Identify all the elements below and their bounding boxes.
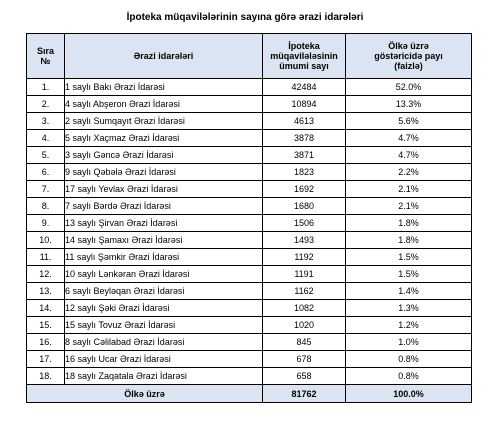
- table-row: [27, 283, 472, 300]
- header-share-line: göstəricidə payı: [374, 51, 443, 61]
- table-row: [27, 317, 472, 334]
- cell-share: 5.6%: [346, 113, 472, 130]
- header-count-line: müqavilələsinin: [270, 51, 338, 61]
- cell-share: 52.0%: [346, 79, 472, 96]
- mortgage-table: [26, 33, 472, 403]
- table-row: [27, 130, 472, 147]
- total-label: Ölkə üzrə: [27, 385, 263, 403]
- cell-num: 10.: [27, 232, 65, 249]
- cell-num: 11.: [27, 249, 65, 266]
- cell-num: 5.: [27, 147, 65, 164]
- table-row: [27, 351, 472, 368]
- cell-count: 3878: [263, 130, 346, 147]
- table-header-row: [27, 34, 472, 79]
- cell-count: 1823: [263, 164, 346, 181]
- cell-num: 2.: [27, 96, 65, 113]
- page-title: İpoteka müqavilələrinin sayına görə ərazi idarələri: [126, 12, 364, 23]
- cell-region: 13 saylı Şirvan Ərazi İdarəsi: [65, 215, 263, 232]
- header-share-line: Ölkə üzrə: [388, 41, 429, 51]
- cell-region: 6 saylı Beyləqan Ərazi İdarəsi: [65, 283, 263, 300]
- cell-share: 1.8%: [346, 215, 472, 232]
- table-row: [27, 266, 472, 283]
- cell-region: 1 saylı Bakı Ərazi İdarəsi: [65, 79, 263, 96]
- cell-region: 5 saylı Xaçmaz Ərazi İdarəsi: [65, 130, 263, 147]
- table-row: [27, 300, 472, 317]
- cell-count: 3871: [263, 147, 346, 164]
- cell-region: 15 saylı Tovuz Ərazi İdarəsi: [65, 317, 263, 334]
- table-row: [27, 368, 472, 385]
- cell-count: 1020: [263, 317, 346, 334]
- table-body: [27, 79, 472, 385]
- cell-num: 3.: [27, 113, 65, 130]
- header-count-line: ümumi sayı: [279, 61, 329, 71]
- cell-region: 11 saylı Şəmkir Ərazi İdarəsi: [65, 249, 263, 266]
- cell-count: 1493: [263, 232, 346, 249]
- cell-share: 2.1%: [346, 181, 472, 198]
- cell-count: 1680: [263, 198, 346, 215]
- table-row: [27, 79, 472, 96]
- cell-count: 42484: [263, 79, 346, 96]
- cell-share: 13.3%: [346, 96, 472, 113]
- header-num-line: Sıra: [36, 46, 54, 56]
- cell-num: 14.: [27, 300, 65, 317]
- cell-share: 1.0%: [346, 334, 472, 351]
- header-region: Ərazi idarələri: [65, 34, 263, 79]
- table-row: [27, 113, 472, 130]
- cell-region: 12 saylı Şəki Ərazi İdarəsi: [65, 300, 263, 317]
- cell-region: 17 saylı Yevlax Ərazi İdarəsi: [65, 181, 263, 198]
- cell-region: 2 saylı Sumqayıt Ərazi İdarəsi: [65, 113, 263, 130]
- cell-count: 678: [263, 351, 346, 368]
- cell-share: 0.8%: [346, 368, 472, 385]
- cell-count: 1191: [263, 266, 346, 283]
- table-row: [27, 198, 472, 215]
- cell-count: 1692: [263, 181, 346, 198]
- table-row: [27, 334, 472, 351]
- cell-count: 845: [263, 334, 346, 351]
- total-row: [27, 385, 472, 403]
- cell-region: 18 saylı Zaqatala Ərazi İdarəsi: [65, 368, 263, 385]
- cell-num: 1.: [27, 79, 65, 96]
- cell-num: 12.: [27, 266, 65, 283]
- cell-share: 1.8%: [346, 232, 472, 249]
- cell-share: 4.7%: [346, 147, 472, 164]
- cell-count: 1082: [263, 300, 346, 317]
- cell-num: 6.: [27, 164, 65, 181]
- table-row: [27, 147, 472, 164]
- cell-region: 7 saylı Bərdə Ərazi İdarəsi: [65, 198, 263, 215]
- cell-count: 10894: [263, 96, 346, 113]
- total-share: 100.0%: [346, 385, 472, 403]
- cell-num: 7.: [27, 181, 65, 198]
- cell-count: 1192: [263, 249, 346, 266]
- cell-share: 1.3%: [346, 300, 472, 317]
- cell-count: 1162: [263, 283, 346, 300]
- header-count: [263, 34, 346, 79]
- cell-region: 16 saylı Ucar Ərazi İdarəsi: [65, 351, 263, 368]
- cell-num: 9.: [27, 215, 65, 232]
- cell-num: 8.: [27, 198, 65, 215]
- cell-region: 14 saylı Şamaxı Ərazi İdarəsi: [65, 232, 263, 249]
- table-row: [27, 181, 472, 198]
- cell-share: 1.5%: [346, 266, 472, 283]
- cell-num: 15.: [27, 317, 65, 334]
- cell-count: 1506: [263, 215, 346, 232]
- header-count-line: İpoteka: [288, 41, 320, 51]
- cell-region: 4 saylı Abşeron Ərazi İdarəsi: [65, 96, 263, 113]
- table-row: [27, 249, 472, 266]
- cell-num: 18.: [27, 368, 65, 385]
- cell-share: 1.5%: [346, 249, 472, 266]
- cell-region: 9 saylı Qəbələ Ərazi İdarəsi: [65, 164, 263, 181]
- cell-count: 658: [263, 368, 346, 385]
- header-num-line: №: [40, 56, 51, 66]
- cell-num: 17.: [27, 351, 65, 368]
- cell-region: 10 saylı Lənkəran Ərazi İdarəsi: [65, 266, 263, 283]
- table-row: [27, 96, 472, 113]
- header-share: [346, 34, 472, 79]
- cell-share: 1.4%: [346, 283, 472, 300]
- cell-num: 13.: [27, 283, 65, 300]
- table-row: [27, 164, 472, 181]
- cell-share: 0.8%: [346, 351, 472, 368]
- table-row: [27, 215, 472, 232]
- cell-num: 16.: [27, 334, 65, 351]
- table-row: [27, 232, 472, 249]
- cell-region: 8 saylı Cəlilabad Ərazi İdarəsi: [65, 334, 263, 351]
- cell-share: 2.2%: [346, 164, 472, 181]
- total-count: 81762: [263, 385, 346, 403]
- cell-region: 3 saylı Gəncə Ərazi İdarəsi: [65, 147, 263, 164]
- header-num: [27, 34, 65, 79]
- header-share-line: (faizlə): [394, 61, 423, 71]
- cell-count: 4613: [263, 113, 346, 130]
- cell-share: 2.1%: [346, 198, 472, 215]
- cell-share: 1.2%: [346, 317, 472, 334]
- cell-share: 4.7%: [346, 130, 472, 147]
- cell-num: 4.: [27, 130, 65, 147]
